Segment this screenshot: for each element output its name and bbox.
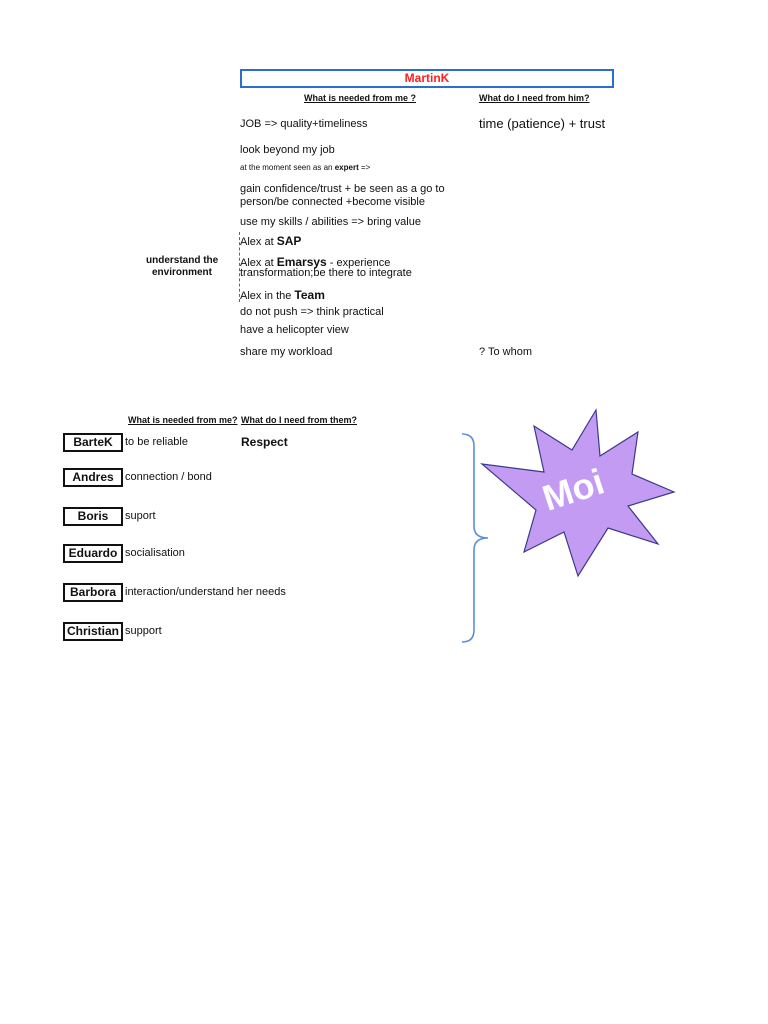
- side-label-2: environment: [151, 267, 212, 278]
- person-need-andres: connection / bond: [125, 471, 212, 483]
- skills-row: use my skills / abilities => bring value: [240, 216, 421, 228]
- side-label-1: understand the: [146, 255, 219, 266]
- expert-post: =>: [358, 163, 371, 172]
- person-need-christian: support: [125, 625, 162, 637]
- push-row: do not push => think practical: [240, 306, 384, 318]
- emarsys-line-2: transformation;be there to integrate: [240, 267, 412, 279]
- job-need: time (patience) + trust: [479, 116, 606, 131]
- helicopter-row: have a helicopter view: [240, 324, 349, 336]
- person-need-bartek: to be reliable: [125, 436, 188, 448]
- person-box-christian: Christian: [63, 622, 123, 641]
- bottom-col1-header: What is needed from me?: [128, 415, 238, 425]
- sap-row: [240, 234, 301, 248]
- person-need-boris: suport: [125, 510, 156, 522]
- emarsys-bold: Emarsys: [276, 255, 327, 269]
- col1-header: What is needed from me ?: [304, 93, 417, 103]
- sap-pre: Alex at: [240, 236, 277, 248]
- gain-line-2: person/be connected +become visible: [240, 196, 425, 208]
- workload-need: ? To whom: [479, 346, 532, 358]
- gain-line-1: gain confidence/trust + be seen as a go to: [240, 183, 445, 195]
- person-need-barbora: interaction/understand her needs: [125, 586, 286, 598]
- team-row: [240, 288, 325, 302]
- expert-row: [240, 163, 370, 172]
- emarsys-post: - experience: [326, 257, 391, 269]
- person-box-bartek: BarteK: [63, 433, 123, 452]
- sap-bold: SAP: [276, 234, 302, 248]
- team-pre: Alex in the: [240, 290, 295, 302]
- person-box-eduardo: Eduardo: [63, 544, 123, 563]
- team-bold: Team: [294, 288, 325, 302]
- workload-row: share my workload: [240, 346, 333, 358]
- person-box-boris: Boris: [63, 507, 123, 526]
- respect-label: Respect: [241, 435, 288, 449]
- expert-bold: expert: [334, 163, 359, 172]
- person-box-andres: Andres: [63, 468, 123, 487]
- expert-pre: at the moment seen as an: [240, 163, 335, 172]
- page-title: MartinK: [240, 69, 614, 88]
- starburst-shape: [478, 406, 678, 582]
- look-beyond-row: look beyond my job: [240, 144, 335, 156]
- person-box-barbora: Barbora: [63, 583, 123, 602]
- bottom-col2-header: What do I need from them?: [241, 415, 357, 425]
- star-label: Moi: [537, 460, 610, 519]
- emarsys-pre: Alex at: [240, 257, 277, 269]
- person-need-eduardo: socialisation: [125, 547, 185, 559]
- job-row: JOB => quality+timeliness: [240, 118, 368, 130]
- col2-header: What do I need from him?: [479, 93, 590, 103]
